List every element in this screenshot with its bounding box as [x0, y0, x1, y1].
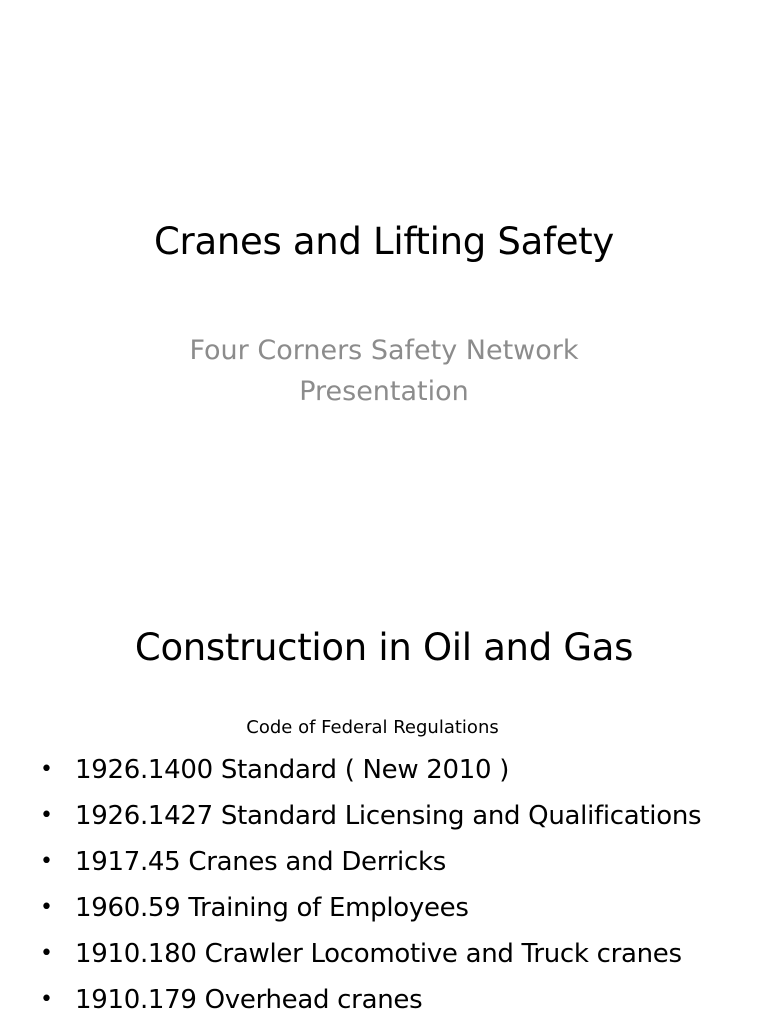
subtitle-line: Four Corners Safety Network	[189, 335, 579, 366]
bullet-icon: •	[40, 895, 53, 920]
bullet-text: 1910.180 Crawler Locomotive and Truck cranes	[75, 939, 682, 969]
subtitle-line: Presentation	[299, 376, 469, 407]
bullet-icon: •	[40, 987, 53, 1012]
slide-title: Cranes and Lifting Safety	[154, 220, 614, 263]
slide-title: Construction in Oil and Gas	[134, 626, 634, 669]
bullet-icon: •	[40, 757, 53, 782]
bullet-icon: •	[40, 849, 53, 874]
content-slide	[0, 576, 768, 1024]
bullet-text: 1926.1400 Standard ( New 2010 )	[75, 755, 510, 785]
bullet-text: 1926.1427 Standard Licensing and Qualifications	[75, 801, 702, 831]
bullet-icon: •	[40, 803, 53, 828]
slide-caption: Code of Federal Regulations	[246, 717, 499, 738]
bullet-text: 1917.45 Cranes and Derricks	[75, 847, 446, 877]
bullet-icon: •	[40, 941, 53, 966]
bullet-text: 1960.59 Training of Employees	[75, 893, 469, 923]
slide-subtitle	[0, 330, 768, 412]
bullet-text: 1910.179 Overhead cranes	[75, 985, 423, 1015]
